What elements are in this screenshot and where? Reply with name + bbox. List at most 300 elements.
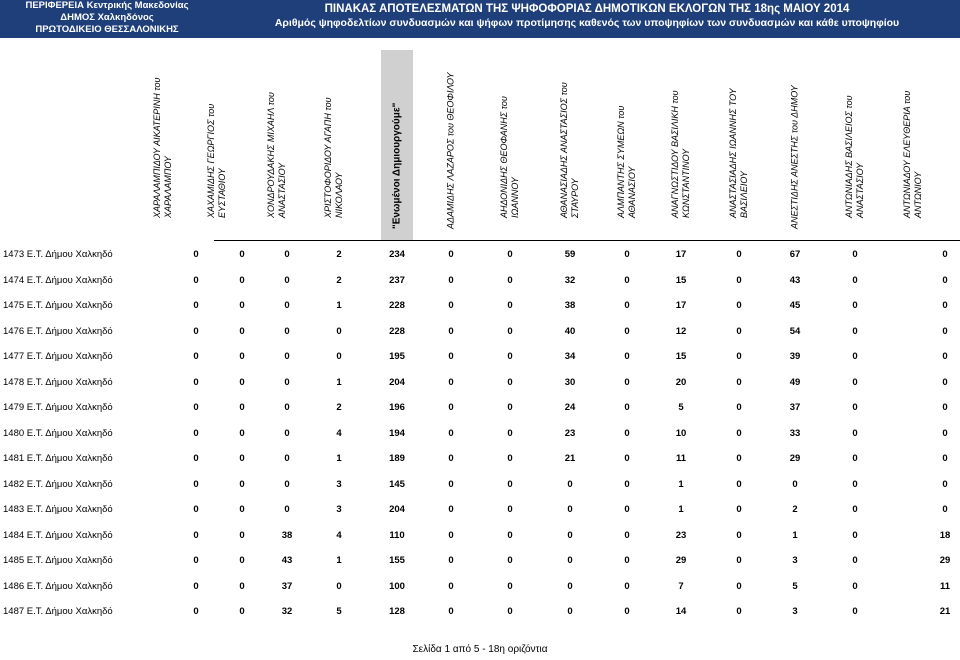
vote-count: 0 [942, 504, 948, 515]
vote-count: 0 [193, 478, 199, 490]
vote-count: 1 [336, 453, 342, 464]
vote-count: 0 [284, 504, 290, 515]
table-row [0, 496, 960, 524]
vote-count: 0 [507, 325, 513, 337]
candidate-patronymic: ΚΩΝΣΤΑΝΤΙΝΟΥ [681, 148, 691, 218]
vote-count: 0 [284, 325, 290, 337]
vote-count: 0 [239, 453, 245, 464]
vote-count: 0 [736, 274, 742, 286]
vote-count: 0 [507, 453, 513, 464]
column-header-label [844, 30, 866, 218]
vote-count: 0 [624, 274, 630, 286]
vote-count: 0 [507, 529, 513, 541]
column-header [496, 50, 524, 240]
column-header [437, 50, 465, 240]
vote-count: 0 [624, 427, 630, 439]
vote-count: 4 [336, 529, 342, 541]
vote-count: 0 [852, 376, 858, 388]
column-header-label [206, 30, 228, 218]
vote-count: 0 [942, 274, 948, 286]
vote-count: 0 [507, 376, 513, 388]
polling-station-label: 1486 Ε.Τ. Δήμου Χαλκηδό [3, 580, 113, 592]
vote-count: 0 [792, 478, 798, 490]
vote-count: 34 [564, 351, 576, 362]
candidate-patronymic: ΧΑΡΑΛΑΜΠΟΥ [163, 156, 173, 218]
vote-count: 0 [239, 427, 245, 439]
polling-station-label: 1474 Ε.Τ. Δήμου Χαλκηδό [3, 274, 113, 286]
organization-block [0, 0, 214, 38]
vote-count: 24 [564, 402, 576, 413]
vote-count: 0 [448, 325, 454, 337]
vote-count: 45 [789, 300, 801, 311]
court-name: ΠΡΩΤΟΔΙΚΕΙΟ ΘΕΣΣΑΛΟΝΙΚΗΣ [35, 24, 179, 35]
vote-count: 194 [389, 427, 405, 439]
vote-count: 0 [336, 580, 342, 592]
vote-count: 0 [852, 529, 858, 541]
vote-count: 43 [789, 274, 801, 286]
column-header-label [902, 30, 924, 218]
vote-count: 39 [789, 351, 801, 362]
vote-count: 189 [389, 453, 405, 464]
candidate-name: ΑΝΤΩΝΙΑΔΗΣ ΒΑΣΙΛΕΙΟΣ του [844, 95, 854, 218]
vote-count: 29 [675, 555, 687, 566]
column-header [841, 50, 869, 240]
vote-count: 2 [336, 249, 342, 260]
vote-count: 0 [852, 504, 858, 515]
vote-count: 1 [336, 300, 342, 311]
vote-count: 0 [448, 300, 454, 311]
vote-count: 0 [193, 351, 199, 362]
column-header-label [323, 30, 345, 218]
vote-count: 0 [193, 249, 199, 260]
vote-count: 0 [736, 504, 742, 515]
vote-count: 0 [736, 376, 742, 388]
column-header-label [392, 41, 403, 229]
vote-count: 204 [389, 376, 405, 388]
report-title: ΠΙΝΑΚΑΣ ΑΠΟΤΕΛΕΣΜΑΤΩΝ ΤΗΣ ΨΗΦΟΦΟΡΙΑΣ ΔΗΜΟΤΙΚΩΝ ΕΚΛΟΓΩΝ ΤΗΣ 18ης ΜΑΙΟΥ 2014 [324, 3, 850, 15]
vote-count: 0 [193, 300, 199, 311]
table-row [0, 292, 960, 320]
vote-count: 0 [624, 325, 630, 337]
vote-count: 30 [564, 376, 576, 388]
vote-count: 0 [336, 351, 342, 362]
vote-count: 2 [336, 402, 342, 413]
vote-count: 17 [675, 249, 687, 260]
vote-count: 0 [284, 478, 290, 490]
vote-count: 32 [281, 606, 293, 617]
vote-count: 0 [624, 249, 630, 260]
candidate-patronymic: ΑΝΑΣΤΑΣΙΟΥ [855, 162, 865, 218]
column-header [263, 50, 291, 240]
vote-count: 11 [675, 453, 687, 464]
table-row [0, 394, 960, 422]
vote-count: 0 [852, 453, 858, 464]
vote-count: 0 [507, 478, 513, 490]
vote-count: 0 [193, 606, 199, 617]
vote-count: 0 [852, 555, 858, 566]
report-subtitle: Αριθμός ψηφοδελτίων συνδυασμών και ψήφων προτίμησης καθενός των υποψηφίων των συνδυασμών και κάθε υποψηφίου [274, 17, 900, 29]
vote-count: 0 [852, 580, 858, 592]
polling-station-label: 1473 Ε.Τ. Δήμου Χαλκηδό [3, 249, 113, 260]
polling-station-label: 1479 Ε.Τ. Δήμου Χαλκηδό [3, 402, 113, 413]
vote-count: 0 [193, 325, 199, 337]
vote-count: 54 [789, 325, 801, 337]
candidate-patronymic: ΑΘΑΝΑΣΙΟΥ [627, 166, 637, 218]
polling-station-label: 1477 Ε.Τ. Δήμου Χαλκηδό [3, 351, 113, 362]
vote-count: 0 [239, 300, 245, 311]
vote-count: 0 [567, 555, 573, 566]
vote-count: 0 [448, 504, 454, 515]
table-row [0, 420, 960, 448]
column-header [320, 50, 348, 240]
vote-count: 0 [448, 606, 454, 617]
vote-count: 0 [193, 453, 199, 464]
vote-count: 0 [239, 504, 245, 515]
vote-count: 0 [336, 325, 342, 337]
vote-count: 4 [336, 427, 342, 439]
vote-count: 0 [942, 249, 948, 260]
table-row [0, 241, 960, 269]
candidate-name: ΧΡΙΣΤΟΦΟΡΙΔΟΥ ΑΓΑΠΗ του [323, 97, 333, 218]
column-header-label [790, 41, 801, 229]
vote-count: 0 [448, 274, 454, 286]
vote-count: 0 [942, 351, 948, 362]
vote-count: 0 [624, 351, 630, 362]
vote-count: 0 [507, 580, 513, 592]
vote-count: 128 [389, 606, 405, 617]
vote-count: 0 [852, 300, 858, 311]
vote-count: 0 [736, 325, 742, 337]
candidate-name: "Ενωμένοι Δημιουργούμε" [391, 102, 403, 229]
vote-count: 0 [852, 606, 858, 617]
vote-count: 234 [389, 249, 405, 260]
vote-count: 2 [792, 504, 798, 515]
vote-count: 0 [624, 478, 630, 490]
vote-count: 0 [284, 300, 290, 311]
vote-count: 0 [448, 427, 454, 439]
vote-count: 0 [624, 453, 630, 464]
vote-count: 0 [193, 376, 199, 388]
column-header-label [559, 30, 581, 218]
column-header [667, 50, 695, 240]
vote-count: 23 [564, 427, 576, 439]
vote-count: 0 [567, 529, 573, 541]
vote-count: 0 [852, 427, 858, 439]
vote-count: 0 [239, 580, 245, 592]
vote-count: 0 [942, 402, 948, 413]
vote-count: 33 [789, 427, 801, 439]
vote-count: 0 [239, 478, 245, 490]
vote-count: 0 [507, 606, 513, 617]
vote-count: 43 [281, 555, 293, 566]
vote-count: 0 [736, 555, 742, 566]
vote-count: 0 [284, 249, 290, 260]
vote-count: 0 [567, 580, 573, 592]
table-row [0, 573, 960, 601]
vote-count: 0 [852, 325, 858, 337]
vote-count: 0 [239, 274, 245, 286]
vote-count: 0 [284, 427, 290, 439]
vote-count: 67 [789, 249, 801, 260]
vote-count: 0 [239, 249, 245, 260]
column-header [781, 50, 809, 240]
vote-count: 0 [193, 555, 199, 566]
vote-count: 15 [675, 274, 687, 286]
vote-count: 0 [942, 376, 948, 388]
vote-count: 3 [792, 606, 798, 617]
candidate-name: ΑΗΔΟΝΙΔΗΣ ΘΕΟΦΑΝΗΣ του [499, 96, 509, 218]
table-row [0, 598, 960, 626]
table-row [0, 369, 960, 397]
vote-count: 0 [193, 402, 199, 413]
vote-count: 0 [239, 376, 245, 388]
candidate-name: ΑΝΑΓΝΩΣΤΙΔΟΥ ΒΑΣΙΛΙΚΗ του [670, 90, 680, 218]
vote-count: 237 [389, 274, 405, 286]
vote-count: 29 [789, 453, 801, 464]
region-name: ΠΕΡΙΦΕΡΕΙΑ Κεντρικής Μακεδονίας [25, 0, 189, 11]
vote-count: 0 [507, 504, 513, 515]
vote-count: 0 [239, 555, 245, 566]
table-row [0, 318, 960, 346]
vote-count: 0 [284, 274, 290, 286]
candidate-patronymic: ΣΤΑΥΡΟΥ [570, 178, 580, 218]
vote-count: 3 [792, 555, 798, 566]
column-header-label [616, 30, 638, 218]
table-row [0, 445, 960, 473]
vote-count: 37 [281, 580, 293, 592]
vote-count: 0 [736, 478, 742, 490]
vote-count: 1 [336, 376, 342, 388]
column-header-label [499, 30, 521, 218]
vote-count: 0 [852, 478, 858, 490]
polling-station-label: 1480 Ε.Τ. Δήμου Χαλκηδό [3, 427, 113, 439]
vote-count: 0 [284, 376, 290, 388]
vote-count: 20 [675, 376, 687, 388]
vote-count: 0 [942, 325, 948, 337]
vote-count: 1 [792, 529, 798, 541]
vote-count: 32 [564, 274, 576, 286]
vote-count: 0 [736, 453, 742, 464]
column-header-label [152, 30, 174, 218]
column-header-label [728, 30, 750, 218]
vote-count: 12 [675, 325, 687, 337]
vote-count: 0 [193, 529, 199, 541]
candidate-patronymic: ΙΩΑΝΝΟΥ [510, 177, 520, 218]
vote-count: 21 [564, 453, 576, 464]
candidate-name: ΑΝΑΣΤΑΣΙΑΔΗΣ ΙΩΑΝΝΗΣ ΤΟΥ [728, 88, 738, 218]
vote-count: 0 [624, 580, 630, 592]
vote-count: 49 [789, 376, 801, 388]
vote-count: 195 [389, 351, 405, 362]
candidate-name: ΧΟΝΔΡΟΥΔΑΚΗΣ ΜΙΧΑΗΛ του [266, 92, 276, 218]
vote-count: 0 [624, 376, 630, 388]
vote-count: 59 [564, 249, 576, 260]
vote-count: 0 [193, 504, 199, 515]
vote-count: 0 [239, 529, 245, 541]
vote-count: 0 [567, 606, 573, 617]
vote-count: 0 [448, 580, 454, 592]
vote-count: 0 [507, 274, 513, 286]
vote-count: 1 [678, 504, 684, 515]
table-row [0, 522, 960, 550]
vote-count: 0 [448, 249, 454, 260]
vote-count: 0 [284, 351, 290, 362]
vote-count: 0 [239, 606, 245, 617]
vote-count: 21 [939, 606, 951, 617]
polling-station-label: 1483 Ε.Τ. Δήμου Χαλκηδό [3, 504, 113, 515]
vote-count: 0 [193, 580, 199, 592]
vote-count: 0 [284, 453, 290, 464]
vote-count: 228 [389, 325, 405, 337]
candidate-name: ΑΛΜΠΑΝΤΗΣ ΣΥΜΕΩΝ του [616, 105, 626, 218]
vote-count: 14 [675, 606, 687, 617]
vote-count: 0 [448, 351, 454, 362]
polling-station-label: 1482 Ε.Τ. Δήμου Χαλκηδό [3, 478, 113, 490]
candidate-patronymic: ΑΝΑΣΤΑΣΙΟΥ [277, 162, 287, 218]
vote-count: 100 [389, 580, 405, 592]
vote-count: 2 [336, 274, 342, 286]
vote-count: 7 [678, 580, 684, 592]
vote-count: 0 [624, 300, 630, 311]
vote-count: 0 [507, 402, 513, 413]
vote-count: 0 [624, 555, 630, 566]
vote-count: 0 [942, 300, 948, 311]
polling-station-label: 1485 Ε.Τ. Δήμου Χαλκηδό [3, 555, 113, 566]
vote-count: 0 [736, 529, 742, 541]
vote-count: 0 [736, 427, 742, 439]
vote-count: 196 [389, 402, 405, 413]
vote-count: 0 [193, 427, 199, 439]
table-row [0, 471, 960, 499]
table-row [0, 267, 960, 295]
column-header [725, 50, 753, 240]
vote-count: 23 [675, 529, 687, 541]
vote-count: 38 [564, 300, 576, 311]
vote-count: 0 [624, 504, 630, 515]
vote-count: 204 [389, 504, 405, 515]
column-header [381, 50, 413, 240]
vote-count: 0 [942, 453, 948, 464]
vote-count: 0 [624, 402, 630, 413]
column-header-label [446, 41, 457, 229]
vote-count: 37 [789, 402, 801, 413]
candidate-patronymic: ΑΝΤΩΝΙΟΥ [913, 171, 923, 218]
vote-count: 17 [675, 300, 687, 311]
vote-count: 228 [389, 300, 405, 311]
vote-count: 38 [281, 529, 293, 541]
vote-count: 1 [336, 555, 342, 566]
vote-count: 155 [389, 555, 405, 566]
vote-count: 0 [736, 402, 742, 413]
vote-count: 40 [564, 325, 576, 337]
vote-count: 5 [792, 580, 798, 592]
vote-count: 1 [678, 478, 684, 490]
vote-count: 0 [736, 300, 742, 311]
vote-count: 0 [507, 427, 513, 439]
vote-count: 5 [678, 402, 684, 413]
column-header [556, 50, 584, 240]
vote-count: 0 [284, 402, 290, 413]
vote-count: 0 [507, 249, 513, 260]
report-header [0, 0, 960, 38]
polling-station-label: 1478 Ε.Τ. Δήμου Χαλκηδό [3, 376, 113, 388]
vote-count: 0 [736, 351, 742, 362]
candidate-patronymic: ΕΥΣΤΑΘΙΟΥ [217, 168, 227, 218]
vote-count: 0 [624, 606, 630, 617]
polling-station-label: 1487 Ε.Τ. Δήμου Χαλκηδό [3, 606, 113, 617]
vote-count: 5 [336, 606, 342, 617]
vote-count: 0 [852, 351, 858, 362]
vote-count: 0 [448, 453, 454, 464]
vote-count: 0 [942, 478, 948, 490]
candidate-name: ΧΑΡΑΛΑΜΠΙΔΟΥ ΑΙΚΑΤΕΡΙΝΗ του [152, 77, 162, 218]
polling-station-label: 1476 Ε.Τ. Δήμου Χαλκηδό [3, 325, 113, 337]
polling-station-label: 1475 Ε.Τ. Δήμου Χαλκηδό [3, 300, 113, 311]
vote-count: 0 [624, 529, 630, 541]
vote-count: 0 [448, 478, 454, 490]
vote-count: 110 [389, 529, 405, 541]
column-header [203, 50, 231, 240]
page-footer: Σελίδα 1 από 5 - 18η οριζόντια [412, 644, 548, 655]
vote-count: 0 [507, 300, 513, 311]
vote-count: 0 [239, 351, 245, 362]
vote-count: 0 [193, 274, 199, 286]
polling-station-label: 1481 Ε.Τ. Δήμου Χαλκηδό [3, 453, 113, 464]
vote-count: 0 [448, 376, 454, 388]
column-header [149, 50, 177, 240]
column-header [613, 50, 641, 240]
candidate-name: ΑΝΤΩΝΙΑΔΟΥ ΕΛΕΥΘΕΡΙΑ του [902, 90, 912, 218]
vote-count: 0 [852, 274, 858, 286]
table-row [0, 547, 960, 575]
candidate-patronymic: ΒΑΣΙΛΕΙΟΥ [739, 171, 749, 218]
vote-count: 0 [736, 606, 742, 617]
vote-count: 10 [675, 427, 687, 439]
column-header-label [266, 30, 288, 218]
municipality-name: ΔΗΜΟΣ Χαλκηδόνος [60, 12, 154, 23]
vote-count: 0 [852, 249, 858, 260]
vote-count: 18 [939, 529, 951, 541]
vote-count: 11 [939, 580, 951, 592]
candidate-name: ΑΘΑΝΑΣΙΑΔΗΣ ΑΝΑΣΤΑΣΙΟΣ του [559, 82, 569, 218]
vote-count: 0 [448, 555, 454, 566]
column-header [899, 50, 927, 240]
vote-count: 0 [852, 402, 858, 413]
polling-station-label: 1484 Ε.Τ. Δήμου Χαλκηδό [3, 529, 113, 541]
vote-count: 0 [736, 249, 742, 260]
vote-count: 145 [389, 478, 405, 490]
candidate-name: ΑΝΕΣΤΙΔΗΣ ΑΝΕΣΤΗΣ του ΔΗΜΟΥ [789, 85, 800, 229]
vote-count: 3 [336, 478, 342, 490]
candidate-patronymic: ΝΙΚΟΛΑΟΥ [334, 172, 344, 218]
vote-count: 0 [448, 402, 454, 413]
candidate-name: ΑΔΑΜΙΔΗΣ ΛΑΖΑΡΟΣ του ΘΕΟΦΙΛΟΥ [445, 72, 456, 229]
vote-count: 15 [675, 351, 687, 362]
vote-count: 0 [239, 402, 245, 413]
table-row [0, 343, 960, 371]
vote-count: 0 [507, 555, 513, 566]
vote-count: 29 [939, 555, 951, 566]
vote-count: 0 [736, 580, 742, 592]
vote-count: 0 [567, 504, 573, 515]
vote-count: 0 [567, 478, 573, 490]
vote-count: 0 [239, 325, 245, 337]
candidate-name: ΧΑΧΑΜΙΔΗΣ ΓΕΩΡΓΙΟΣ του [206, 103, 216, 218]
vote-count: 0 [942, 427, 948, 439]
column-header-label [670, 30, 692, 218]
vote-count: 0 [507, 351, 513, 362]
vote-count: 3 [336, 504, 342, 515]
